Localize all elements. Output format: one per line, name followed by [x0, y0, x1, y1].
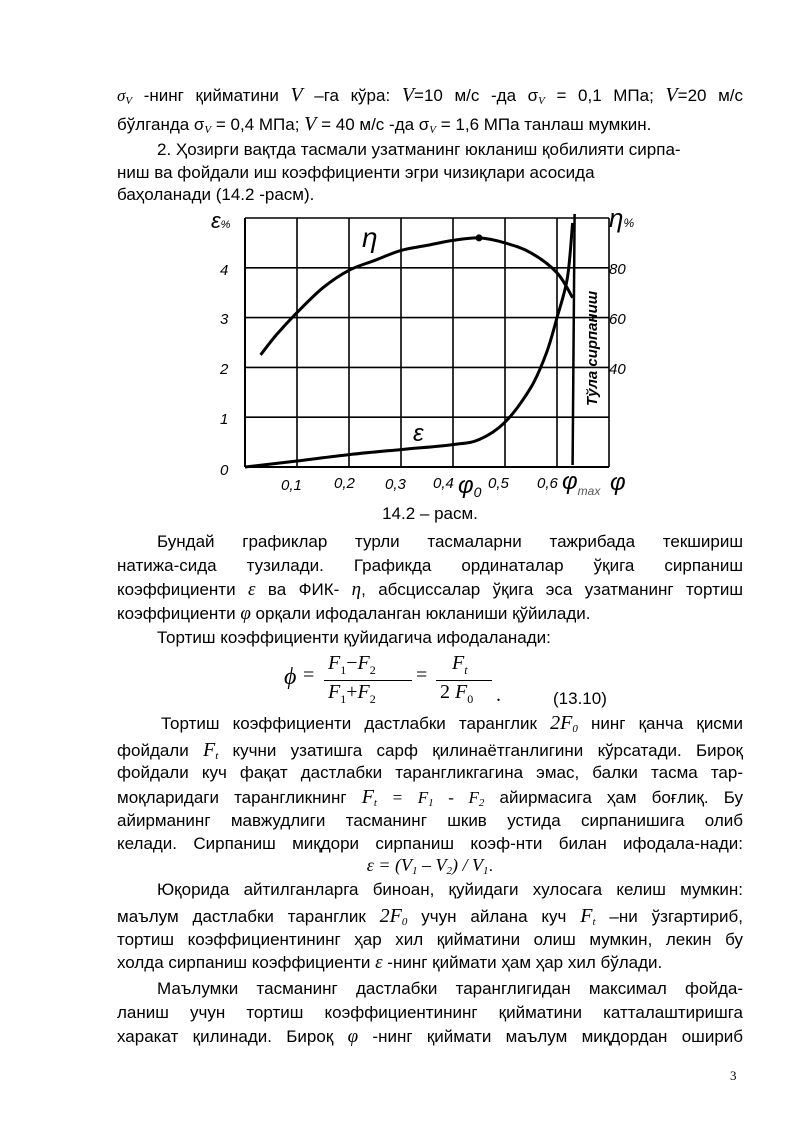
epsilon-curve-label: ε [413, 420, 424, 447]
page-number: 3 [730, 1068, 737, 1083]
y-tick-left: 1 [220, 411, 229, 428]
x-tick: 0,1 [281, 477, 302, 494]
paragraph-line: маълум дастлабки таранглик $2F_0$ учун айлана куч $F_t$ –ни ўзгартириб, [117, 905, 743, 928]
full-slip-label: Тўла сирпаниш [584, 290, 601, 406]
paragraph-line: $\sigma_V$ -нинг қийматини V –га кўра: V=10 м/с -да $\sigma_V = 0,1$ МПа; V=20 м/с [117, 84, 743, 107]
paragraph-line: моқларидаги тарангликнинг $F_t = F_1 - F_2$ айирмасига ҳам боғлиқ. Бу [117, 786, 744, 809]
y-tick-left: 4 [220, 262, 229, 279]
paragraph-line: холда сирпаниш коэффициенти ε -нинг қиймати ҳам ҳар хил бўлади. [117, 952, 663, 973]
paragraph-line: Тортиш коэффициенти дастлабки таранглик $2F_0$ нинг қанча қисми [161, 712, 743, 735]
y-right-label: η% [609, 203, 635, 233]
paragraph-line: 2. Ҳозирги вақтда тасмали узатманинг юкланиш қобилияти сирпа- [157, 140, 681, 159]
y-tick-left: 2 [220, 361, 229, 378]
paragraph-line: фойдали куч фақат дастлабки тарангликгагина эмас, балки тасма тар- [117, 763, 743, 782]
y-tick-left: 0 [220, 462, 229, 479]
paragraph-line: келади. Сирпаниш миқдори сирпаниш коэф-нти билан ифодала-нади: [117, 834, 743, 853]
paragraph-line: бўлганда $\sigma_V = 0,4$ МПа; V = 40 м/с -да $\sigma_V = 1,6$ МПа танлаш мумкин. [117, 113, 652, 136]
x-axis-label: φ [610, 469, 626, 496]
paragraph-line: ниш ва фойдали иш коэффициенти эгри чизиқлари асосида [117, 163, 595, 182]
paragraph-line: айирманинг мавжудлиги тасманинг шкив устида сирпанишига олиб [117, 811, 743, 830]
phimax-label: $\varphi_{max}$ [562, 468, 601, 498]
phi0-point [476, 234, 483, 241]
phi0-label: φ0 [458, 472, 482, 500]
y-tick-right: 80 [609, 261, 626, 278]
x-tick: 0,3 [385, 476, 406, 493]
figure-caption: 14.2 – расм. [382, 504, 478, 523]
paragraph-line: харакат қилинади. Бироқ φ -нинг қиймати маълум миқдордан ошириб [117, 1026, 744, 1047]
traction-formula: ϕ = $F_1-F_2$ $F_1+F_2$ = $F_t$ 2 $F_0$ . [284, 652, 501, 706]
paragraph-line: Маълумки тасманинг дастлабки таранглигидан максимал фойда- [157, 979, 743, 998]
slip-formula: $\varepsilon = (V_1 - V_2) / V_1$. [366, 855, 494, 877]
paragraph-line: натижа-сида тузилади. Графикда ординаталар ўқига сирпаниш [117, 556, 743, 575]
paragraph-line: коэффициенти ε ва ФИК- η, абсциссалар ўқига эса узатманинг тортиш [117, 579, 743, 600]
x-tick: 0,6 [537, 475, 558, 492]
paragraph-line: баҳоланади (14.2 -расм). [117, 185, 315, 204]
paragraph-line: ланиш учун тортиш коэффициентининг қийматини катталаштиришга [117, 1003, 743, 1022]
x-tick: 0,5 [488, 475, 509, 492]
y-left-label: ε% [211, 208, 231, 233]
paragraph-line: фойдали $F_t$ кучни узатишга сарф қилинаётганлигини кўрсатади. Бироқ [117, 739, 743, 762]
paragraph-line: тортиш коэффициентининг ҳар хил қийматини олиш мумкин, лекин бу [117, 930, 743, 949]
paragraph-line: Бундай графиклар турли тасмаларни тажрибада текшириш [157, 532, 743, 551]
eta-curve [261, 238, 573, 355]
y-tick-right: 60 [609, 311, 626, 328]
full-slip-zone-line [573, 214, 575, 465]
y-tick-left: 3 [220, 311, 229, 328]
y-tick-right: 40 [609, 361, 626, 378]
paragraph-line: Тортиш коэффициенти қуйидагича ифодаланади: [157, 628, 551, 647]
epsilon-curve [245, 223, 573, 467]
paragraph-line: Юқорида айтилганларга биноан, қуйидаги хулосага келиш мумкин: [157, 880, 743, 899]
x-tick: 0,4 [433, 475, 454, 492]
equation-number: (13.10) [553, 689, 607, 708]
chart [200, 196, 640, 506]
x-tick: 0,2 [334, 475, 355, 492]
paragraph-line: коэффициенти φ орқали ифодаланган юкланиши қўйилади. [117, 603, 591, 624]
eta-curve-label: η [362, 222, 378, 253]
chart-grid [245, 218, 609, 467]
